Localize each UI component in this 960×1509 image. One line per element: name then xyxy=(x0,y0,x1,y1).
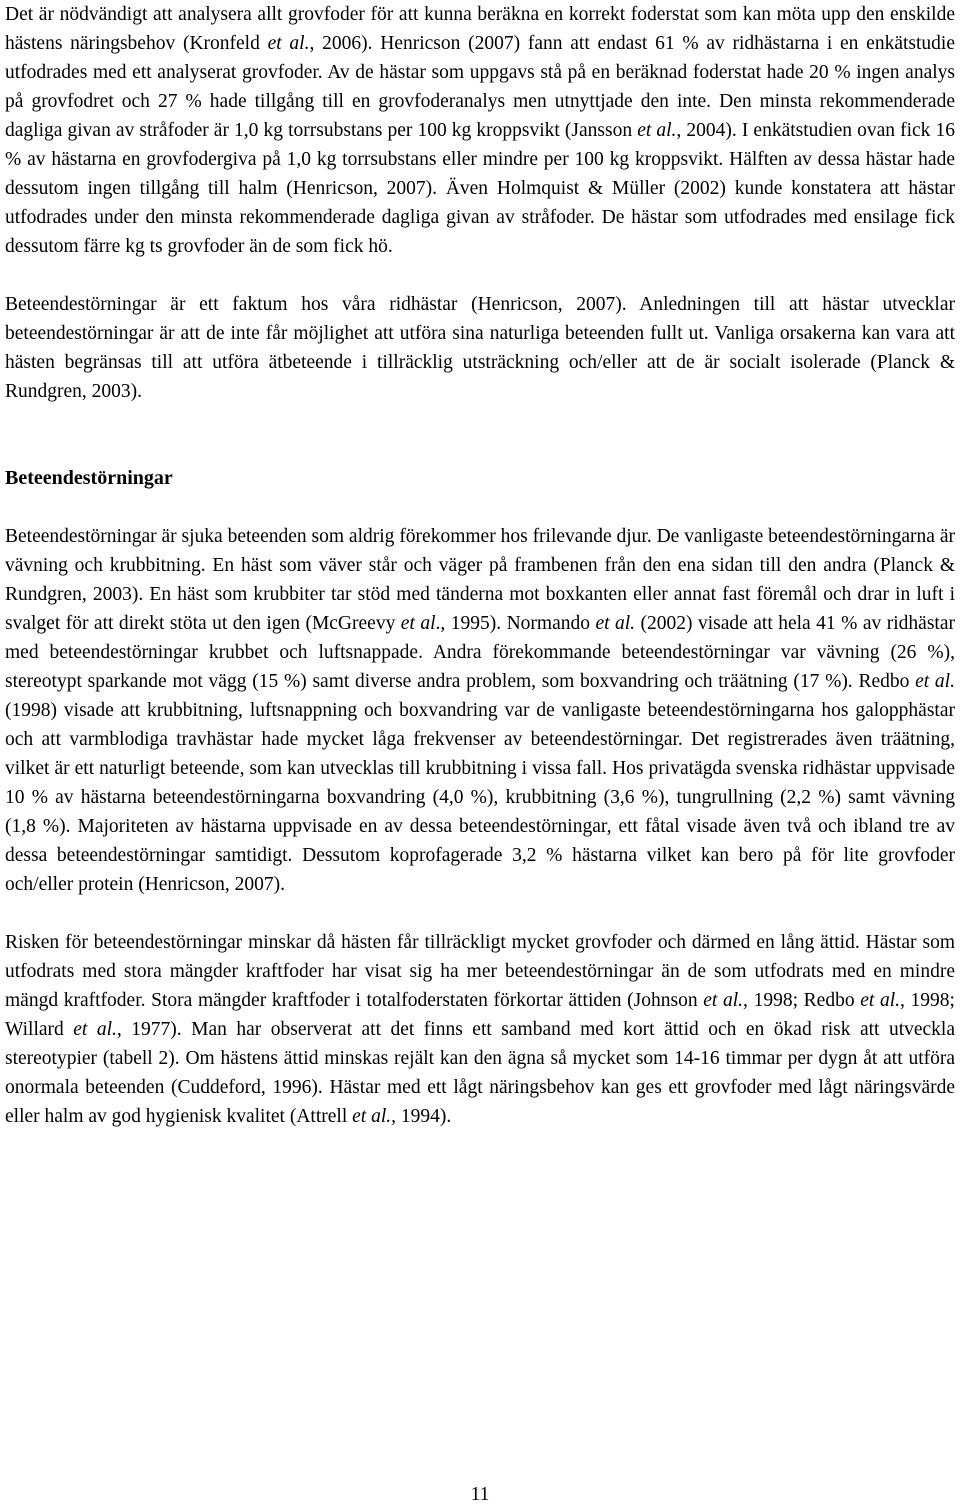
paragraph-gap xyxy=(5,261,955,290)
section-gap xyxy=(5,406,955,464)
document-page xyxy=(5,0,955,1131)
text-segment: ., 1995). Normando xyxy=(435,613,596,634)
text-segment: Beteendestörningar är sjuka beteenden som aldrig förekommer hos frilevande djur. De vanligaste beteendestörningarna är vävning och krubbitning. En häst som väver står och väger på frambenen från den ena sidan till den andra (Planck & Rundgren, 2003). En häst som krubbiter tar stöd med tänderna mot boxkanten eller annat fast föremål och drar in luft i svalget för att direkt stöta ut den igen (McGreevy xyxy=(5,526,955,634)
paragraph-behaviour-types xyxy=(5,522,955,899)
text-segment: , 1998; Redbo xyxy=(743,990,861,1011)
text-segment: (1998) visade att krubbitning, luftsnappning och boxvandring var de vanligaste beteendestörningarna hos galopphästar och att varmblodiga travhästar hade mycket låga frekvenser av beteendestörningar. Det registrerades även träätning, vilket är ett naturligt beteende, som kan utvecklas till krubbitning i vissa fall. Hos privatägda svenska ridhästar uppvisade 10 % av hästarna beteendestörningarna boxvandring (4,0 %), krubbitning (3,6 %), tungrullning (2,2 %) samt vävning (1,8 %). Majoriteten av hästarna uppvisade en av dessa beteendestörningar, ett fåtal visade även två och ibland tre av dessa beteendestörningar samtidigt. Dessutom koprofagerade 3,2 % hästarna vilket kan bero på för lite grovfoder och/eller protein (Henricson, 2007). xyxy=(5,700,955,895)
heading-gap xyxy=(5,493,955,522)
text-segment: 1994). xyxy=(396,1106,452,1127)
italic-text-segment: et al. xyxy=(595,613,636,634)
section-heading: Beteendestörningar xyxy=(5,467,173,489)
page-number: 11 xyxy=(470,1484,490,1505)
text-segment: , 2006). Henricson (2007) fann att endast 61 % av ridhästarna i en enkätstudie utfodrades med ett analyserat grovfoder. Av de hästar som uppgavs stå på en beräknad foderstat hade 20 % ingen analys på grovfodret och 27 % hade tillgång till en grovfoderanalys men utnyttjade den inte. Den minsta rekommenderade dagliga givan av stråfoder är 1,0 kg torrsubstans per 100 kg kroppsvikt (Jansson xyxy=(5,33,955,141)
italic-text-segment: et al. xyxy=(637,120,677,141)
text-segment: Det är nödvändigt att analysera allt grovfoder för att kunna beräkna en korrekt foderstat som kan möta upp den enskilde hästens näringsbehov (Kronfeld xyxy=(5,4,955,54)
italic-text-segment: et al., xyxy=(352,1106,396,1127)
paragraph-behaviour-intro xyxy=(5,290,955,406)
italic-text-segment: et al. xyxy=(267,33,310,54)
text-segment: Beteendestörningar är ett faktum hos våra ridhästar (Henricson, 2007). Anledningen till att hästar utvecklar beteendestörningar är att de inte får möjlighet att utföra sina naturliga beteenden fullt ut. Vanliga orsakerna kan vara att hästen begränsas till att utföra ätbeteende i tillräcklig utsträckning och/eller att de är socialt isolerade (Planck & Rundgren, 2003). xyxy=(5,294,955,402)
italic-text-segment: et al. xyxy=(73,1019,117,1040)
text-segment: , 1998; Willard xyxy=(5,990,955,1040)
text-segment: , 2004). I enkätstudien ovan fick 16 % av hästarna en grovfodergiva på 1,0 kg torrsubstans eller mindre per 100 kg kroppsvikt. Hälften av dessa hästar hade dessutom ingen tillgång till halm (Henricson, 2007). Även Holmquist & Müller (2002) kunde konstatera att hästar utfodrades under den minsta rekommenderade dagliga givan av stråfoder. De hästar som utfodrades med ensilage fick dessutom färre kg ts grovfoder än de som fick hö. xyxy=(5,120,956,257)
text-segment: , 1977). Man har observerat att det finns ett samband med kort ättid och en ökad risk att utveckla stereotypier (tabell 2). Om hästens ättid minskas rejält kan den ägna så mycket som 14-16 timmar per dygn åt att utföra onormala beteenden (Cuddeford, 1996). Hästar med ett lågt näringsbehov kan ges ett grovfoder med lågt näringsvärde eller halm av god hygienisk kvalitet (Attrell xyxy=(5,1019,955,1127)
text-segment: (2002) visade att hela 41 % av ridhästar med beteendestörningar krubbet och luftsnappade. Andra förekommande beteendestörningar var vävning (26 %), stereotypt sparkande mot vägg (15 %) samt diverse andra problem, som boxvandring och träätning (17 %). Redbo xyxy=(5,613,955,692)
paragraph-behaviour-risk xyxy=(5,928,955,1131)
italic-text-segment: et al. xyxy=(915,671,955,692)
paragraph-feed-analysis xyxy=(5,0,955,261)
italic-text-segment: et al xyxy=(400,613,436,634)
paragraph-gap xyxy=(5,899,955,928)
text-segment: Risken för beteendestörningar minskar då hästen får tillräckligt mycket grovfoder och därmed en lång ättid. Hästar som utfodrats med stora mängder kraftfoder har visat sig ha mer beteendestörningar än de som utfodrats med en mindre mängd kraftfoder. Stora mängder kraftfoder i totalfoderstaten förkortar ättiden (Johnson xyxy=(5,932,955,1011)
italic-text-segment: et al. xyxy=(703,990,744,1011)
italic-text-segment: et al. xyxy=(860,990,901,1011)
